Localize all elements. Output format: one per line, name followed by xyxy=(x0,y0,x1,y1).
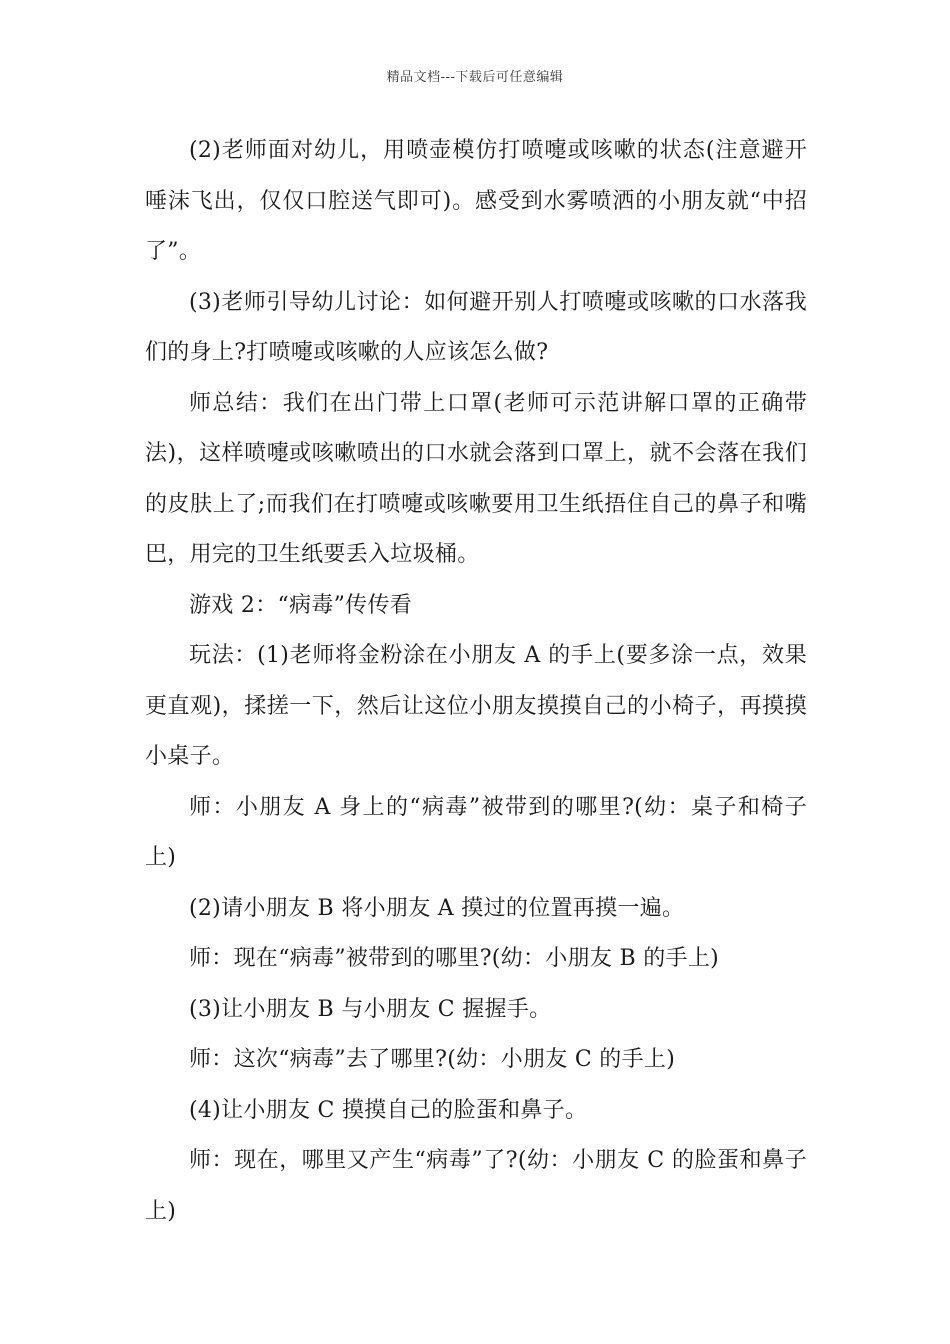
paragraph: (2)请小朋友 B 将小朋友 A 摸过的位置再摸一遍。 xyxy=(189,895,685,921)
paragraph: (2)老师面对幼儿，用喷壶模仿打喷嚏或咳嗽的状态(注意避开唾沫飞出，仅仅口腔送气即可)。感受到水雾喷洒的小朋友就“中招了”。 xyxy=(145,138,807,264)
paragraph: 师：现在，哪里又产生“病毒”了?(幼：小朋友 C 的脸蛋和鼻子上) xyxy=(145,1148,807,1224)
section-heading: 游戏 2：“病毒”传传看 xyxy=(189,592,413,618)
paragraph: 师：小朋友 A 身上的“病毒”被带到的哪里?(幼：桌子和椅子上) xyxy=(145,794,807,870)
paragraph: (3)让小朋友 B 与小朋友 C 握握手。 xyxy=(189,996,552,1022)
paragraph: 玩法：(1)老师将金粉涂在小朋友 A 的手上(要多涂一点，效果更直观)，揉搓一下，然后让这位小朋友摸摸自己的小椅子，再摸摸小桌子。 xyxy=(145,643,807,769)
paragraph: (4)让小朋友 C 摸摸自己的脸蛋和鼻子。 xyxy=(189,1097,588,1123)
paragraph: (3)老师引导幼儿讨论：如何避开别人打喷嚏或咳嗽的口水落我们的身上?打喷嚏或咳嗽的人应该怎么做? xyxy=(145,289,807,365)
paragraph: 师：现在“病毒”被带到的哪里?(幼：小朋友 B 的手上) xyxy=(189,946,720,971)
document-body xyxy=(145,126,807,1237)
paragraph: 师总结：我们在出门带上口罩(老师可示范讲解口罩的正确带法)，这样喷嚏或咳嗽喷出的口水就会落到口罩上，就不会落在我们的皮肤上了;而我们在打喷嚏或咳嗽要用卫生纸捂住自己的鼻子和嘴巴，用完的卫生纸要丢入垃圾桶。 xyxy=(145,390,807,567)
paragraph: 师：这次“病毒”去了哪里?(幼：小朋友 C 的手上) xyxy=(189,1047,676,1072)
page-header: 精品文档---下载后可任意编辑 xyxy=(386,70,564,85)
